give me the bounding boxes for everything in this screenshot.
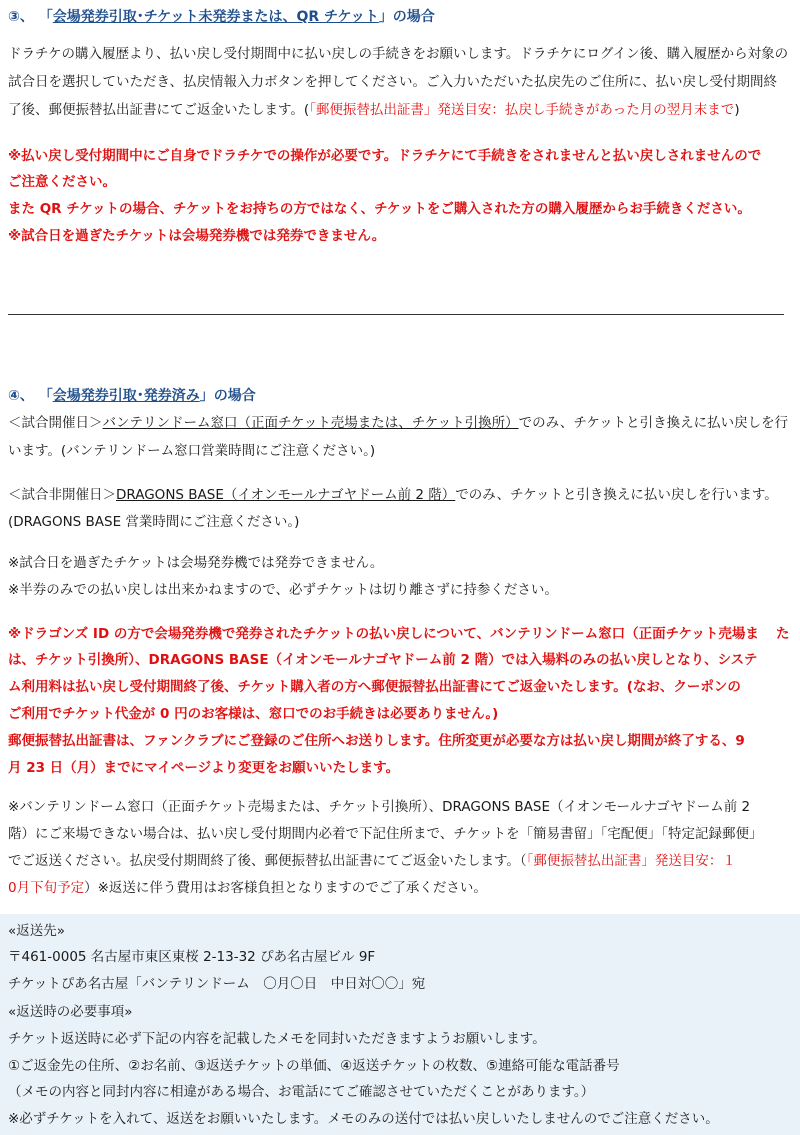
section3-para-line3: 了後、郵便振替払出証書にてご返金いたします。(「郵便振替払出証書」発送目安：払戻し手続きがあった月の翌月末まで) [8, 102, 740, 118]
return-required-intro: チケット返送時に必ず下記の内容を記載したメモを同封いただきますようお願いします。 [8, 1031, 546, 1047]
dragons-id-line5: 郵便振替払出証書は、ファンクラブにご登録のご住所へお送りします。住所変更が必要な方は払い戻し期間が終了する、9 [8, 733, 745, 749]
section4-heading: ④、 「会場発券引取･発券済み」の場合 [8, 388, 256, 404]
non-game-day-line2: (DRAGONS BASE 営業時間にご注意ください。) [8, 514, 300, 530]
section4-note1: ※試合日を過ぎたチケットは会場発券機では発券できません。 [8, 555, 384, 571]
section3-para-line2: 試合日を選択していただき、払戻情報入力ボタンを押してください。ご入力いただいた払戻先のご住所に、払い戻し受付期間終 [8, 74, 777, 90]
non-game-day-line: ＜試合非開催日＞DRAGONS BASE（イオンモールナゴヤドーム前 2 階）でのみ、チケットと引き換えに払い戻しを行います。 [8, 487, 778, 503]
section4-heading-prefix: ④、 [8, 388, 34, 404]
section3-heading-title: 会場発券引取･チケット未発券または、QR チケット [52, 9, 379, 25]
mail-line1: ※バンテリンドーム窓口（正面チケット売場または、チケット引換所）、DRAGONS BASE（イオンモールナゴヤドーム前 2 [8, 799, 751, 815]
dragons-id-line4: ご利用でチケット代金が 0 円のお客様は、窓口でのお手続きは必要ありません。) [8, 706, 499, 722]
dragons-id-line1-tail: た [776, 626, 790, 642]
return-required-label: «返送時の必要事項» [8, 1004, 133, 1020]
dragons-id-line3: ム利用料は払い戻し受付期間終了後、チケット購入者の方へ郵便振替払出証書にてご返金いたします。(なお、クーポンの [8, 679, 741, 695]
section3-para-line1: ドラチケの購入履歴より、払い戻し受付期間中に払い戻しの手続きをお願いします。ドラチケにログイン後、購入履歴から対象の [8, 46, 789, 62]
section3-heading-prefix: ③、 [8, 9, 34, 25]
dragons-id-line1: ※ドラゴンズ ID の方で会場発券機で発券されたチケットの払い戻しについて、バンテリンドーム窓口（正面チケット売場ま [8, 626, 759, 642]
section3-warning-line2: ご注意ください。 [8, 174, 116, 190]
return-recipient: チケットぴあ名古屋「バンテリンドーム 〇月〇日 中日対〇〇」宛 [8, 976, 426, 992]
mail-shipping-estimate: 「郵便振替払出証書」発送目安：１ [526, 853, 736, 869]
mail-line3: でご返送ください。払戻受付期間終了後、郵便振替払出証書にてご返金いたします。（「郵便振替払出証書」発送目安：１ [8, 853, 736, 869]
return-required-note: （メモの内容と同封内容に相違がある場合、お電話にてご確認させていただくことがあります。） [8, 1084, 595, 1100]
non-game-day-place: DRAGONS BASE（イオンモールナゴヤドーム前 2 階） [116, 487, 456, 503]
return-dest-label: «返送先» [8, 923, 66, 939]
section4-note2: ※半券のみでの払い戻しは出来かねますので、必ずチケットは切り離さずに持参ください。 [8, 582, 558, 598]
section3-warning-line3: また QR チケットの場合、チケットをお持ちの方ではなく、チケットをご購入された方の購入履歴からお手続きください。 [8, 201, 751, 217]
game-day-line2: います。(バンテリンドーム窓口営業時間にご注意ください。) [8, 443, 376, 459]
section4-heading-title: 会場発券引取･発券済み [52, 388, 200, 404]
section3-warning-line4: ※試合日を過ぎたチケットは会場発券機では発券できません。 [8, 228, 386, 244]
shipping-estimate-note: 「郵便振替払出証書」発送目安：払戻し手続きがあった月の翌月末まで [309, 102, 735, 118]
mail-line2: 階）にご来場できない場合は、払い戻し受付期間内必着で下記住所まで、チケットを「簡易書留」「宅配便」「特定記録郵便」 [8, 826, 763, 842]
game-day-line: ＜試合開催日＞バンテリンドーム窓口（正面チケット売場または、チケット引換所）でのみ、チケットと引き換えに払い戻しを行 [8, 415, 789, 431]
return-required-items: ①ご返金先の住所、②お名前、③返送チケットの単価、④返送チケットの枚数、⑤連絡可能な電話番号 [8, 1058, 620, 1074]
return-required-final: ※必ずチケットを入れて、返送をお願いいたします。メモのみの送付では払い戻しいたしませんのでご注意ください。 [8, 1111, 719, 1127]
section3-heading: ③、 「会場発券引取･チケット未発券または、QR チケット」の場合 [8, 9, 435, 25]
return-address: 〒461-0005 名古屋市東区東桜 2-13-32 ぴあ名古屋ビル 9F [8, 949, 376, 965]
section-divider [8, 314, 784, 315]
game-day-place: バンテリンドーム窓口（正面チケット売場または、チケット引換所） [102, 415, 519, 431]
mail-line4: 0月下旬予定）※返送に伴う費用はお客様負担となりますのでご了承ください。 [8, 880, 487, 896]
dragons-id-line6: 月 23 日（月）までにマイページより変更をお願いいたします。 [8, 760, 400, 776]
section3-warning-line1: ※払い戻し受付期間中にご自身でドラチケでの操作が必要です。ドラチケにて手続きをされませんと払い戻しされませんので [8, 148, 762, 164]
mail-shipping-estimate-end: 0月下旬予定 [8, 880, 85, 896]
dragons-id-line2: は、チケット引換所）、DRAGONS BASE（イオンモールナゴヤドーム前 2 階）では入場料のみの払い戻しとなり、システ [8, 652, 758, 668]
